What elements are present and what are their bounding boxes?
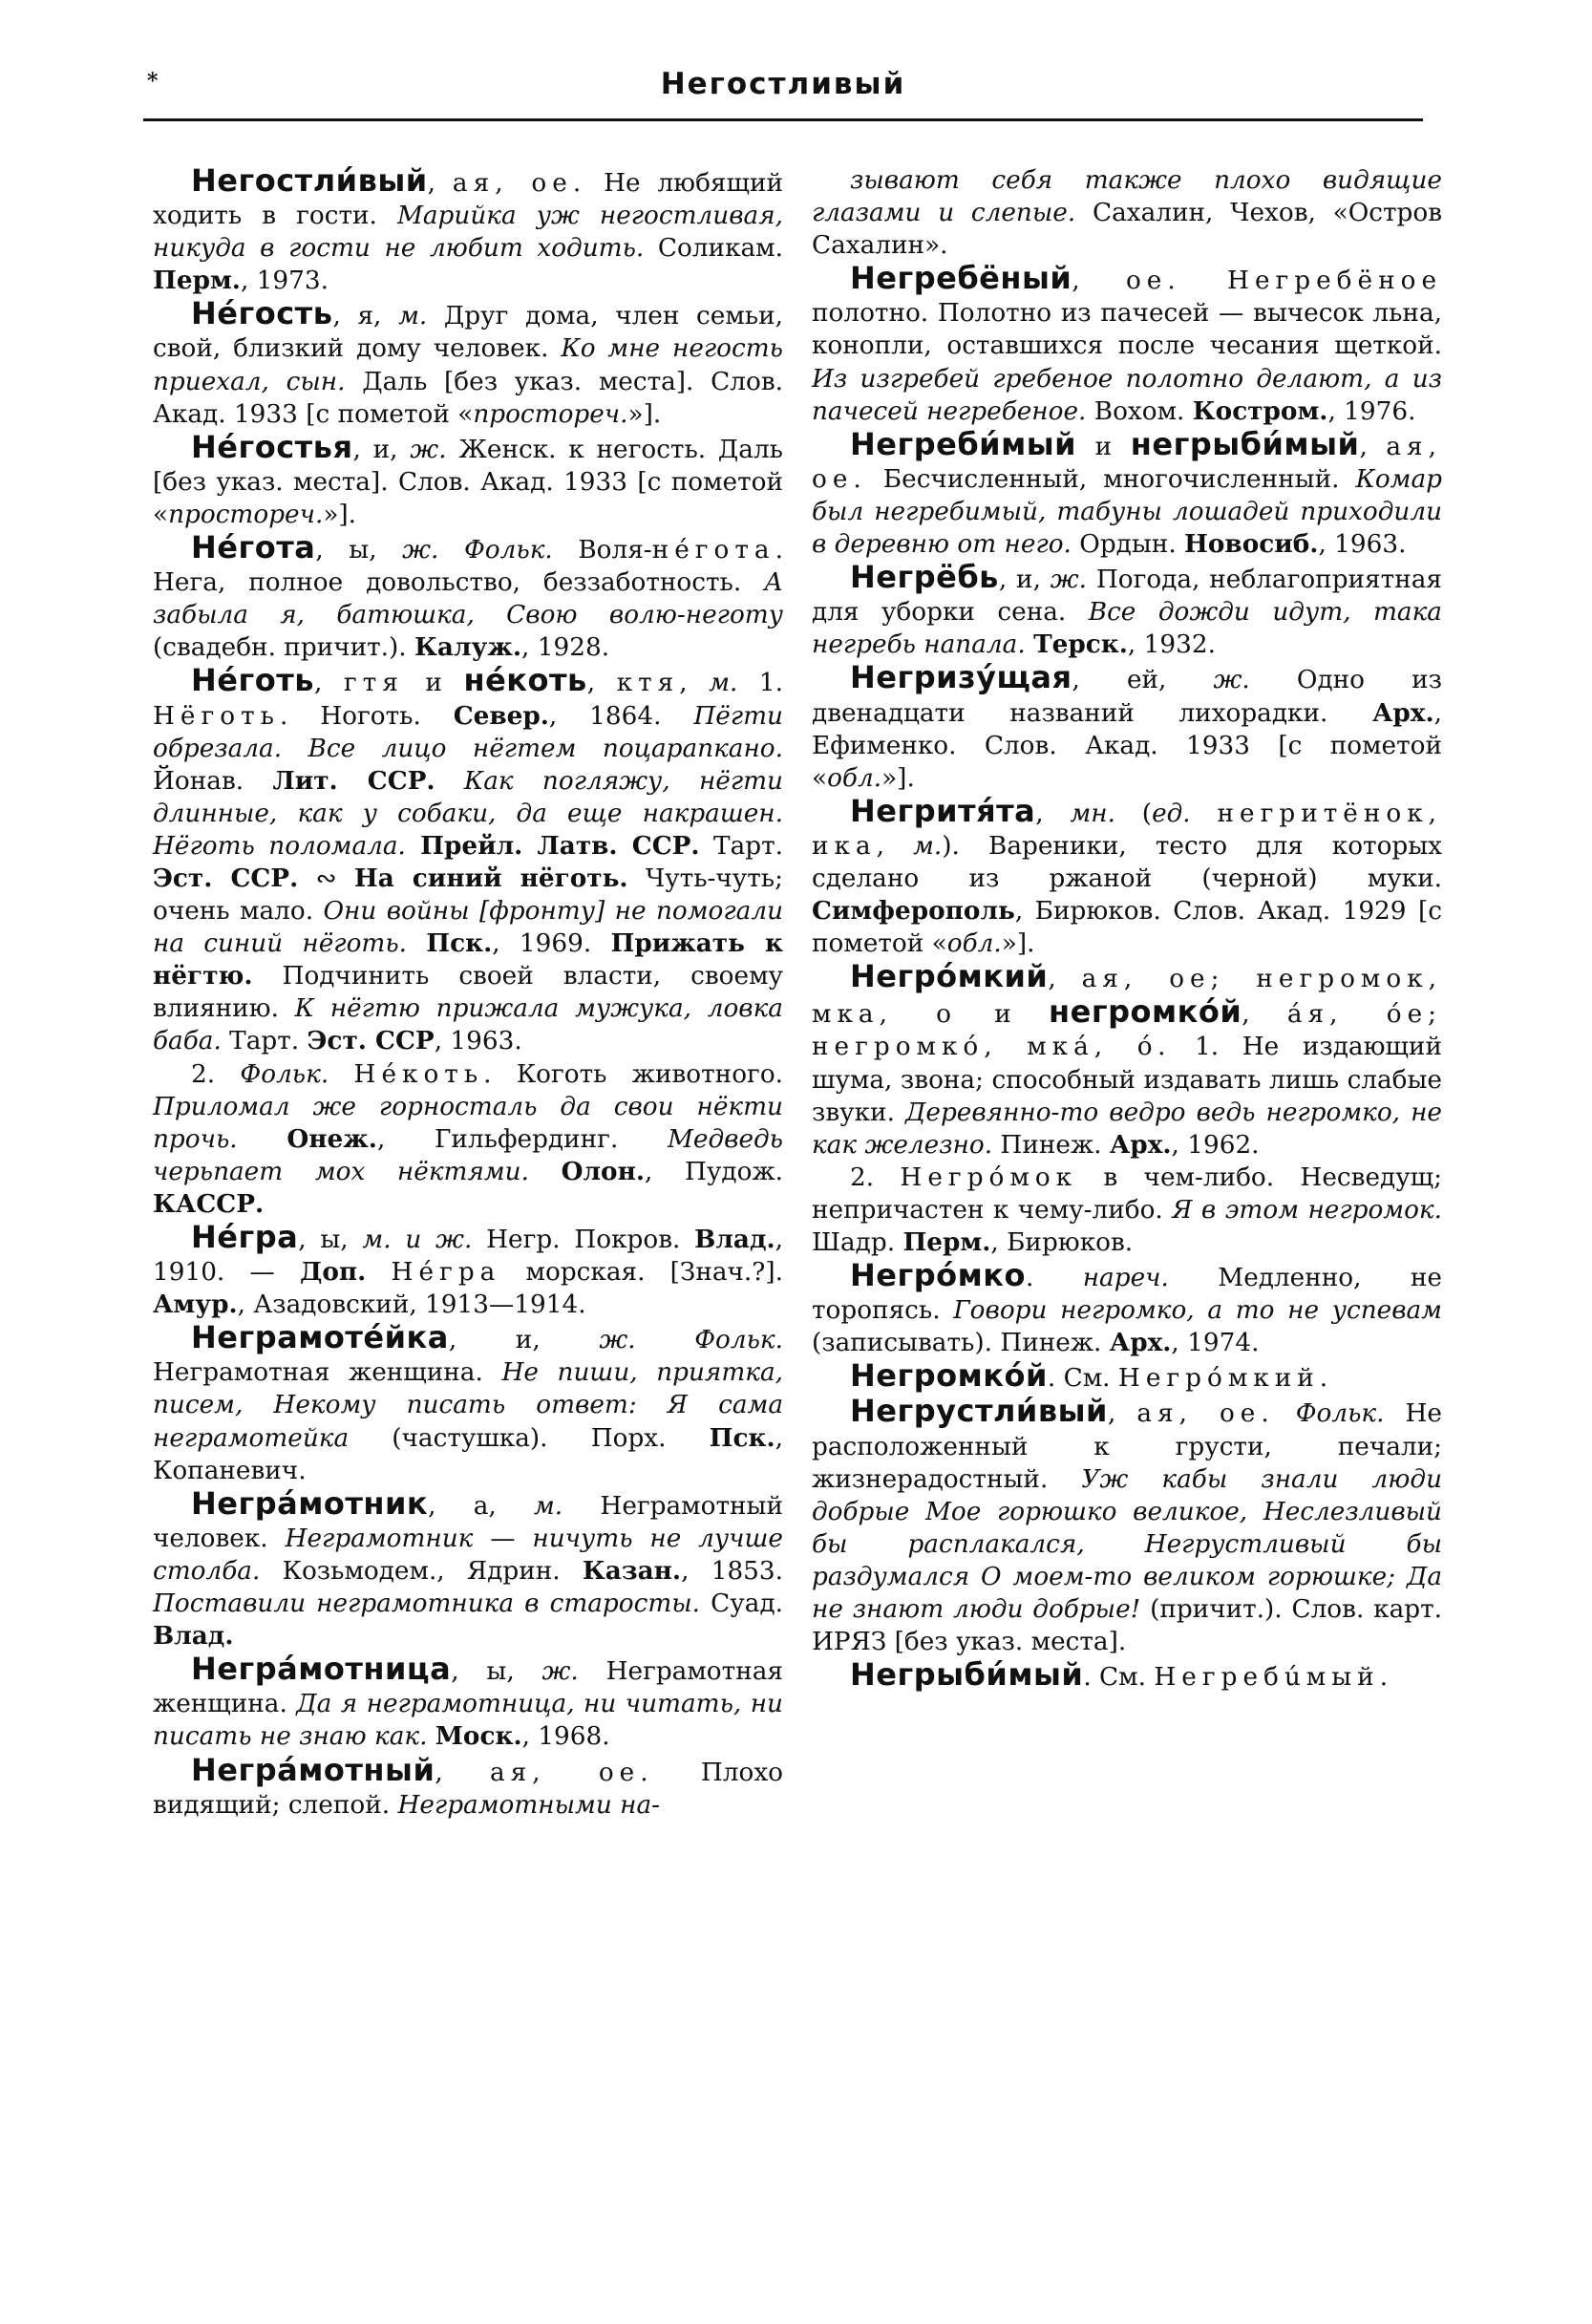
entry-text	[1026, 630, 1033, 659]
dictionary-entry	[812, 661, 1442, 794]
entry-text: Йонав.	[153, 766, 273, 796]
entry-text: . Нега, полное довольство, беззаботность.	[153, 536, 783, 598]
entry-text: Фольк.	[240, 1059, 329, 1089]
headword: негромко́й	[1049, 993, 1242, 1031]
entry-text: Все дожди идут, така негребь напала.	[812, 598, 1442, 660]
entry-text: ,	[1035, 799, 1071, 828]
entry-text: , 1974.	[1171, 1329, 1260, 1358]
entry-text: Медведь черьпает мох нёктями.	[153, 1124, 783, 1186]
entry-text: Тарт.	[221, 1027, 308, 1056]
entry-text: Влад.	[153, 1621, 234, 1652]
entry-text: Негр. Покров.	[472, 1226, 695, 1254]
entry-text: , 1928.	[521, 633, 610, 663]
entry-text: Не пиши, приятка, писем, Некому писать ответ: Я сама неграмотейка	[153, 1358, 783, 1453]
entry-text: Пёгти обрезала. Все лицо нёгтем поцарапкано.	[153, 701, 783, 763]
headword: Негритя́та	[850, 792, 1036, 829]
entry-text: , Ефименко. Слов. Акад. 1933 [с пометой «	[812, 698, 1442, 793]
headword: Негрустли́вый	[850, 1393, 1108, 1430]
entry-text: »].	[323, 500, 357, 529]
entry-text: Арх.	[1372, 697, 1434, 728]
entry-text: Арх.	[1109, 1129, 1172, 1160]
entry-text: 1.	[737, 669, 784, 698]
headword: Негра́мотник	[191, 1484, 429, 1522]
entry-text: Арх.	[1109, 1328, 1172, 1358]
entry-text: Фольк.	[1295, 1399, 1385, 1429]
entry-text: Вохом.	[1086, 396, 1193, 426]
header-rule	[143, 118, 1423, 121]
entry-text: , я,	[332, 302, 399, 331]
entry-text	[1181, 267, 1227, 295]
entry-text: ая, ое.	[452, 169, 587, 198]
dictionary-entry	[812, 164, 1442, 262]
entry-text: Из изгребей гребеное полотно делают, а из пачесей негребеное.	[812, 364, 1442, 426]
headword: Негро́мкий	[850, 958, 1049, 995]
entry-text: Суад.	[700, 1589, 783, 1619]
headword: Негро́мко	[850, 1257, 1026, 1294]
entry-text: ед.	[1152, 799, 1191, 828]
entry-text: Онеж.	[287, 1123, 377, 1154]
entry-text: Погода, неблагоприятная для уборки сена.	[812, 565, 1442, 628]
entry-text: Уж кабы знали люди добрые Мое горюшко великое, Неслезливый бы расплакался, Негрустливый бы раздумался О моем-то великом горюшке; Да не знают люди добрые!	[812, 1464, 1443, 1625]
entry-text: Пск.	[709, 1422, 775, 1453]
entry-text: Новосиб.	[1184, 529, 1319, 560]
entry-text: Я в этом негромок.	[1172, 1195, 1442, 1225]
entry-text: , и,	[998, 565, 1051, 595]
entry-text: . Коготь животного.	[483, 1059, 784, 1089]
entry-text: Плохо видящий; слепой.	[153, 1758, 783, 1820]
dictionary-entry	[812, 1395, 1442, 1658]
entry-text: ,	[427, 169, 453, 198]
entry-text: м.	[913, 831, 943, 861]
entry-text: и	[1076, 432, 1131, 461]
entry-text: ж.	[1050, 565, 1088, 595]
entry-text: и	[957, 1000, 1050, 1030]
entry-text: , ы,	[451, 1657, 542, 1687]
entry-text: »].	[881, 763, 915, 793]
entry-text: (свадебн. причит.).	[153, 633, 414, 663]
entry-text: м.	[533, 1491, 563, 1521]
dictionary-entry	[812, 1259, 1442, 1359]
entry-text: Говори негромко, а то не успевам	[953, 1296, 1442, 1326]
entry-text: .	[1319, 1364, 1328, 1394]
dictionary-entry	[153, 1321, 783, 1486]
entry-text: Негребёное	[1227, 267, 1443, 296]
entry-text: Костром.	[1192, 395, 1328, 426]
entry-text: ж.	[541, 1657, 579, 1687]
headword: Негра́мотный	[191, 1751, 435, 1788]
entry-text: ж. Фольк.	[402, 536, 553, 565]
headword: Негреби́мый	[850, 425, 1077, 462]
entry-text: . См.	[1047, 1364, 1118, 1394]
entry-text	[1275, 1399, 1296, 1428]
entry-text: , 1932.	[1127, 630, 1216, 660]
headword: Негра́мотница	[191, 1651, 452, 1688]
entry-text: Неграмотник — ничуть не лучше столба.	[153, 1524, 783, 1586]
entry-text: Нéкоть	[353, 1059, 484, 1089]
left-column	[153, 164, 783, 1822]
entry-text: ,	[586, 669, 617, 698]
entry-text: ктя	[616, 669, 680, 698]
entry-text: ая, ое.	[812, 432, 1443, 494]
entry-text: , Азадовский, 1913—1914.	[237, 1290, 586, 1320]
dictionary-entry	[153, 531, 783, 664]
headword: Не́готь	[191, 662, 314, 699]
entry-text: мн.	[1070, 799, 1115, 828]
dictionary-entry	[153, 1652, 783, 1753]
dictionary-entry	[812, 561, 1442, 661]
entry-text: Медленно, не торопясь.	[812, 1264, 1442, 1326]
entry-text: Прижать к нёгтю.	[153, 928, 783, 991]
entry-text: м.	[398, 302, 428, 331]
entry-text: , 1973.	[240, 267, 329, 296]
entry-text: Перм.	[153, 266, 241, 296]
entry-text: ,	[435, 1758, 490, 1787]
entry-text: Терск.	[1033, 629, 1128, 660]
entry-text: ,	[1242, 1000, 1287, 1030]
entry-text: ,	[1107, 1399, 1137, 1429]
entry-text: Не расположенный к грусти, печали; жизнерадостный.	[812, 1399, 1442, 1494]
entry-text: , 1968.	[521, 1722, 610, 1752]
page-header	[143, 67, 1423, 120]
entry-text: , 1864.	[548, 701, 694, 731]
dictionary-entry	[812, 1359, 1442, 1395]
entry-text: Пск.	[426, 928, 493, 959]
entry-text	[238, 1125, 287, 1154]
entry-text: Чуть-чуть; очень мало.	[153, 864, 783, 927]
dictionary-entry	[812, 425, 1443, 561]
entry-text: Шадр.	[812, 1228, 903, 1257]
entry-text: ∾	[298, 864, 354, 893]
entry-text: , ей,	[1072, 666, 1214, 695]
entry-text: Негрóмкий	[1117, 1364, 1320, 1394]
entry-text: морская. [Знач.?].	[500, 1258, 783, 1288]
entry-text: Перм.	[902, 1227, 991, 1257]
entry-text: Даль [без указ. места]. Слов. Акад. 1933 [с пометой «	[153, 367, 783, 429]
entry-text: Женск. к негость. Даль [без указ. места]. Слов. Акад. 1933 [с пометой «	[153, 435, 783, 529]
entry-text	[435, 767, 464, 796]
entry-text: ое.	[1125, 267, 1181, 296]
entry-text: ,	[679, 669, 710, 698]
entry-text: , а,	[428, 1491, 534, 1521]
running-head: Негостливый	[660, 67, 906, 101]
entry-text	[529, 1158, 562, 1186]
page-mark: *	[147, 69, 159, 94]
entry-text: Моск.	[435, 1721, 522, 1752]
entry-text: Влад.	[694, 1225, 775, 1254]
entry-text: .	[1379, 1663, 1389, 1693]
entry-text	[427, 1722, 435, 1751]
dictionary-entry	[812, 960, 1442, 1162]
entry-text: Поставили неграмотника в старосты.	[153, 1589, 701, 1619]
entry-text: , и,	[448, 1326, 600, 1355]
entry-text: обл.	[827, 763, 882, 793]
entry-text: А забыла я, батюшка, Свою волю-неготу	[153, 568, 783, 630]
entry-text: Одно из двенадцати названий лихорадки.	[812, 666, 1442, 728]
entry-text: Они войны [фронту] не помогали на синий нёготь.	[153, 897, 784, 959]
entry-text: Сахалин, Чехов, «Остров Сахалин».	[812, 199, 1442, 261]
entry-text	[366, 1258, 391, 1287]
entry-text: нéгота	[651, 536, 775, 565]
entry-text: »].	[1001, 929, 1035, 959]
entry-text: Козьмодем., Ядрин.	[260, 1556, 583, 1586]
entry-text: 2.	[191, 1059, 241, 1089]
entry-text: »].	[627, 399, 662, 429]
entry-text: Неграмотная женщина.	[153, 1358, 502, 1388]
entry-text: áя, óе; негромкó, мкá, ó.	[812, 1000, 1442, 1062]
entry-text: Север.	[453, 700, 549, 731]
entry-text: Казан.	[582, 1555, 682, 1586]
dictionary-entry	[153, 297, 783, 430]
entry-text: простореч.	[473, 399, 628, 429]
entry-text: (записывать). Пинеж.	[812, 1329, 1110, 1358]
dictionary-entry	[153, 1221, 783, 1321]
right-column	[812, 164, 1442, 1694]
entry-text: обл.	[946, 929, 1002, 959]
headword: Негостли́вый	[191, 162, 428, 199]
entry-text: ,	[1359, 432, 1387, 461]
entry-text: Не любящий ходить в гости.	[153, 169, 783, 231]
entry-text: Олон.	[561, 1156, 646, 1186]
entry-text: , 1963.	[1318, 530, 1407, 560]
entry-text: . Ноготь.	[279, 701, 454, 731]
entry-text: гтя	[343, 669, 404, 698]
entry-text: Неграмотная женщина.	[153, 1657, 783, 1719]
dictionary-entry	[153, 1058, 783, 1221]
entry-text: , 1853.	[681, 1556, 783, 1586]
entry-text: Негрóмок	[900, 1162, 1078, 1192]
entry-text: Неграмотный человек.	[153, 1491, 783, 1553]
entry-text: .	[1025, 1264, 1083, 1293]
headword: Негромко́й	[850, 1357, 1048, 1395]
headword: Не́гра	[191, 1219, 299, 1255]
dictionary-entry	[153, 164, 783, 297]
entry-text: , Гильфердинг.	[376, 1124, 668, 1154]
entry-text: , ы,	[315, 536, 403, 565]
entry-text: , 1962.	[1171, 1130, 1260, 1160]
entry-text: Друг дома, член семьи, свой, близкий дому человек.	[153, 302, 784, 364]
dictionary-entry	[812, 1162, 1442, 1259]
entry-text: , Копаневич.	[153, 1423, 783, 1485]
entry-text: Приломал же горносталь да свои нёкти прочь.	[153, 1092, 783, 1154]
entry-text: ,	[1048, 965, 1082, 994]
entry-text: 2.	[850, 1162, 901, 1192]
headword: Не́гостья	[191, 428, 353, 465]
dictionary-entry	[153, 1484, 783, 1652]
entry-text: полотно. Полотно из пачесей — вычесок льна, конопли, оставшихся после чесания щеткой.	[812, 299, 1442, 361]
entry-text: Калуж.	[414, 632, 522, 663]
entry-text: КАССР.	[153, 1188, 265, 1219]
entry-text: Ко мне негость приехал, сын.	[153, 334, 783, 396]
entry-text: Тарт.	[699, 831, 783, 861]
entry-text: зывают себя также плохо видящие глазами и слепые.	[812, 166, 1442, 228]
entry-text: , и,	[352, 435, 411, 464]
entry-text	[1191, 800, 1218, 828]
entry-text: Эст. ССР	[307, 1026, 435, 1056]
entry-text: Комар был негребимый, табуны лошадей приходили в деревню от него.	[812, 464, 1442, 560]
entry-text: , 1910. —	[153, 1226, 783, 1288]
dictionary-entry	[812, 1658, 1442, 1694]
entry-text: Нёготь	[153, 701, 280, 731]
entry-text: , Пудож.	[645, 1157, 783, 1186]
entry-text: Пинеж.	[992, 1130, 1110, 1160]
headword: Не́гость	[191, 295, 333, 332]
headword: Негрыби́мый	[850, 1656, 1084, 1694]
headword: Не́гота	[191, 529, 316, 566]
entry-text: Как погляжу, нёгти длинные, как у собаки, да еще накрашен. Нёготь поломала.	[153, 766, 783, 861]
entry-text: Неграмотными на-	[397, 1790, 661, 1820]
entry-text: 1. Не издающий шума, звона; способный издавать лишь слабые звуки.	[812, 1033, 1442, 1127]
entry-text: м. и ж.	[362, 1226, 473, 1254]
entry-text: Негребúмый	[1154, 1663, 1380, 1693]
entry-text: Бесчисленный, многочисленный.	[866, 464, 1356, 494]
entry-text: ж.	[1213, 666, 1250, 695]
entry-text: Соликам.	[644, 234, 783, 264]
dictionary-entry	[153, 664, 783, 1057]
dictionary-entry	[153, 1751, 783, 1822]
entry-text: (	[1114, 799, 1153, 828]
entry-text: ). Вареники, тесто для которых сделано из ржаной (черной) муки.	[812, 831, 1443, 893]
headword: Негрёбь	[850, 559, 999, 596]
entry-text: , Бирюков. Слов. Акад. 1929 [с пометой «	[812, 897, 1442, 959]
entry-text: Эст. ССР.	[153, 863, 299, 893]
dictionary-entry	[812, 262, 1442, 427]
entry-text: (причит.). Слов. карт. ИРЯЗ [без указ. места].	[812, 1595, 1442, 1657]
entry-text: Деревянно-то ведро ведь негромко, не как железно.	[812, 1098, 1442, 1160]
entry-text: Воля-	[552, 536, 652, 565]
entry-text: , 1963.	[434, 1027, 522, 1056]
entry-text: Марийка уж негостливая, никуда в гости не любит ходить.	[153, 202, 783, 264]
entry-text: простореч.	[168, 500, 324, 529]
entry-text: ая, ое; негромок, мка, о	[812, 965, 1443, 1030]
entry-text: Амур.	[153, 1290, 238, 1320]
entry-text: ,	[1072, 267, 1126, 296]
entry-text: , 1976.	[1327, 396, 1416, 426]
entry-text: , Бирюков.	[990, 1228, 1134, 1257]
headword: Негризу́щая	[850, 659, 1072, 696]
entry-text: и	[403, 669, 464, 698]
entry-text: Симферополь	[812, 896, 1015, 927]
entry-text: нареч.	[1082, 1264, 1169, 1293]
entry-text: Прейл. Латв. ССР.	[405, 830, 700, 861]
headword: негрыби́мый	[1130, 425, 1360, 462]
entry-text: , ы,	[298, 1226, 363, 1254]
entry-text: ая, ое.	[1136, 1399, 1275, 1429]
headword: Неграмоте́йка	[191, 1319, 449, 1356]
dictionary-entry	[812, 792, 1443, 960]
entry-text: ж. Фольк.	[599, 1326, 783, 1355]
entry-text: ж.	[410, 435, 447, 464]
entry-text: На синий нёготь.	[353, 863, 628, 893]
entry-text: ая, ое.	[489, 1758, 654, 1787]
entry-text: Лит. ССР.	[272, 765, 435, 796]
dictionary-entry	[153, 428, 783, 531]
entry-text: К нёгтю прижала мужука, ловка баба.	[153, 994, 783, 1056]
entry-text: , 1969.	[492, 929, 611, 959]
entry-text: . См.	[1083, 1663, 1155, 1693]
entry-text	[407, 929, 426, 958]
headword: не́коть	[463, 662, 587, 699]
entry-text: ,	[876, 831, 914, 861]
entry-text: ,	[313, 669, 344, 698]
entry-text: (частушка). Порх.	[349, 1423, 710, 1453]
entry-text: Да я неграмотница, ни читать, ни писать не знаю как.	[153, 1690, 783, 1752]
entry-text: в чем-либо. Несведущ; непричастен к чему-либо.	[812, 1162, 1442, 1225]
entry-text: Подчинить своей власти, своему влиянию.	[153, 962, 783, 1024]
entry-text: м.	[709, 669, 738, 698]
headword: Негребёный	[850, 260, 1072, 297]
entry-text	[329, 1060, 353, 1089]
entry-text: Доп.	[300, 1257, 367, 1288]
entry-text: Нéгра	[391, 1258, 501, 1288]
entry-text: негритёнок, ика	[812, 799, 1442, 861]
entry-text: Ордын.	[1071, 530, 1185, 560]
